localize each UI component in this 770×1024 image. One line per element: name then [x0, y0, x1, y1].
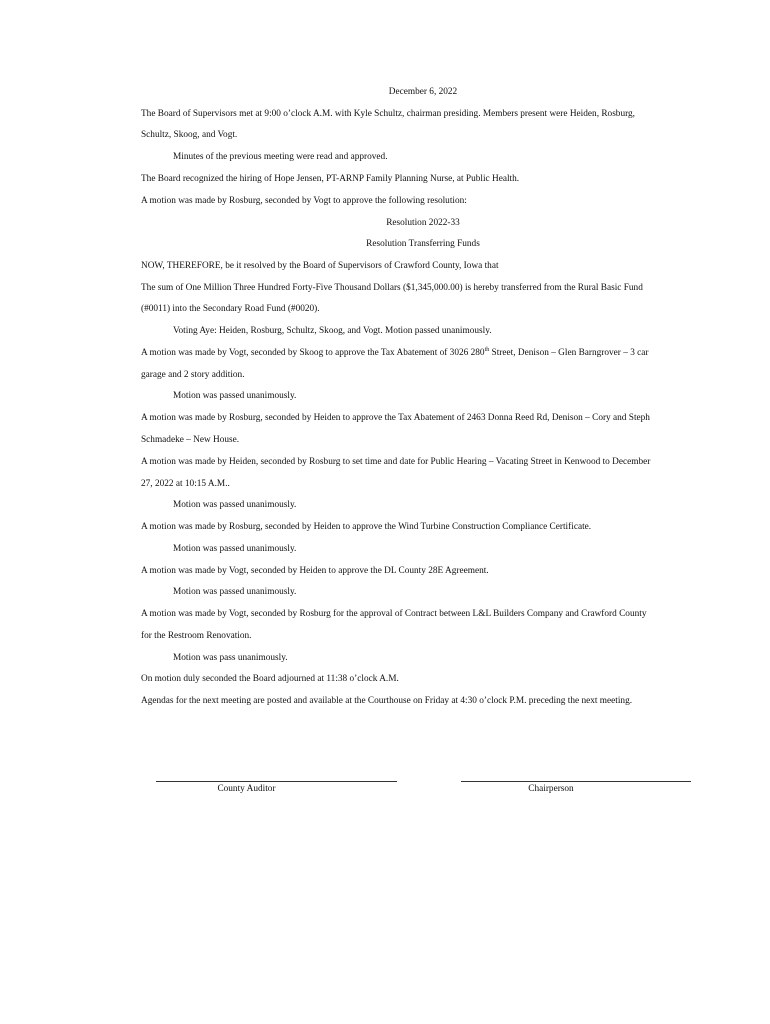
voting-aye: Voting Aye: Heiden, Rosburg, Schultz, Skoog, and Vogt. Motion passed unanimously. — [173, 326, 492, 336]
abatement-1-ordinal: th — [484, 347, 490, 353]
wind-turbine-motion: A motion was made by Rosburg, seconded by Heiden to approve the Wind Turbine Construction Compliance Certificate. — [141, 522, 592, 532]
abatement-1-text-before: A motion was made by Vogt, seconded by Skoog to approve the Tax Abatement of 3026 280 — [141, 348, 485, 358]
auditor-label: County Auditor — [217, 784, 276, 794]
dl-county-motion: A motion was made by Vogt, seconded by Heiden to approve the DL County 28E Agreement. — [141, 566, 489, 576]
abatement-1-text-after: Street, Denison – Glen Barngrover – 3 car — [489, 348, 649, 358]
motion-passed-2: Motion was passed unanimously. — [173, 500, 297, 510]
minutes-approved: Minutes of the previous meeting were read and approved. — [173, 152, 388, 162]
resolution-motion: A motion was made by Rosburg, seconded by Vogt to approve the following resolution: — [141, 196, 467, 206]
resolution-number: Resolution 2022-33 — [386, 218, 460, 228]
chair-signature-line — [461, 781, 691, 782]
transfer-paragraph-line-1: The sum of One Million Three Hundred Forty-Five Thousand Dollars ($1,345,000.00) is hereby transferred from the Rural Basic Fund — [141, 283, 643, 293]
contract-motion-line-2: for the Restroom Renovation. — [141, 631, 252, 641]
meeting-date: December 6, 2022 — [388, 87, 458, 97]
recognition-paragraph: The Board recognized the hiring of Hope Jensen, PT-ARNP Family Planning Nurse, at Public Health. — [141, 174, 520, 184]
adjournment: On motion duly seconded the Board adjourned at 11:38 o’clock A.M. — [141, 674, 399, 684]
opening-paragraph-line-2: Schultz, Skoog, and Vogt. — [141, 130, 238, 140]
abatement-2-line-2: Schmadeke – New House. — [141, 435, 240, 445]
public-hearing-line-2: 27, 2022 at 10:15 A.M.. — [141, 479, 230, 489]
abatement-1-line-2: garage and 2 story addition. — [141, 370, 245, 380]
contract-motion-line-1: A motion was made by Vogt, seconded by Rosburg for the approval of Contract between L&L Builders Company and Crawford County — [141, 609, 647, 619]
motion-passed-4: Motion was passed unanimously. — [173, 587, 297, 597]
abatement-2-line-1: A motion was made by Rosburg, seconded by Heiden to approve the Tax Abatement of 2463 Donna Reed Rd, Denison – Cory and Steph — [141, 413, 650, 423]
public-hearing-line-1: A motion was made by Heiden, seconded by Rosburg to set time and date for Public Hearing – Vacating Street in Kenwood to December — [141, 457, 651, 467]
motion-passed-1: Motion was passed unanimously. — [173, 391, 297, 401]
chair-label: Chairperson — [528, 784, 574, 794]
opening-paragraph-line-1: The Board of Supervisors met at 9:00 o’clock A.M. with Kyle Schultz, chairman presiding. Members present were Heiden, Rosburg, — [141, 109, 636, 119]
motion-passed-5: Motion was pass unanimously. — [173, 653, 288, 663]
resolution-therefore: NOW, THEREFORE, be it resolved by the Board of Supervisors of Crawford County, Iowa that — [141, 261, 499, 271]
abatement-1-line-1 — [141, 347, 649, 359]
agendas-notice: Agendas for the next meeting are posted and available at the Courthouse on Friday at 4:30 o’clock P.M. preceding the next meeting. — [141, 696, 633, 706]
resolution-title: Resolution Transferring Funds — [366, 239, 480, 249]
transfer-paragraph-line-2: (#0011) into the Secondary Road Fund (#0020). — [141, 304, 320, 314]
auditor-signature-line — [156, 781, 397, 782]
motion-passed-3: Motion was passed unanimously. — [173, 544, 297, 554]
